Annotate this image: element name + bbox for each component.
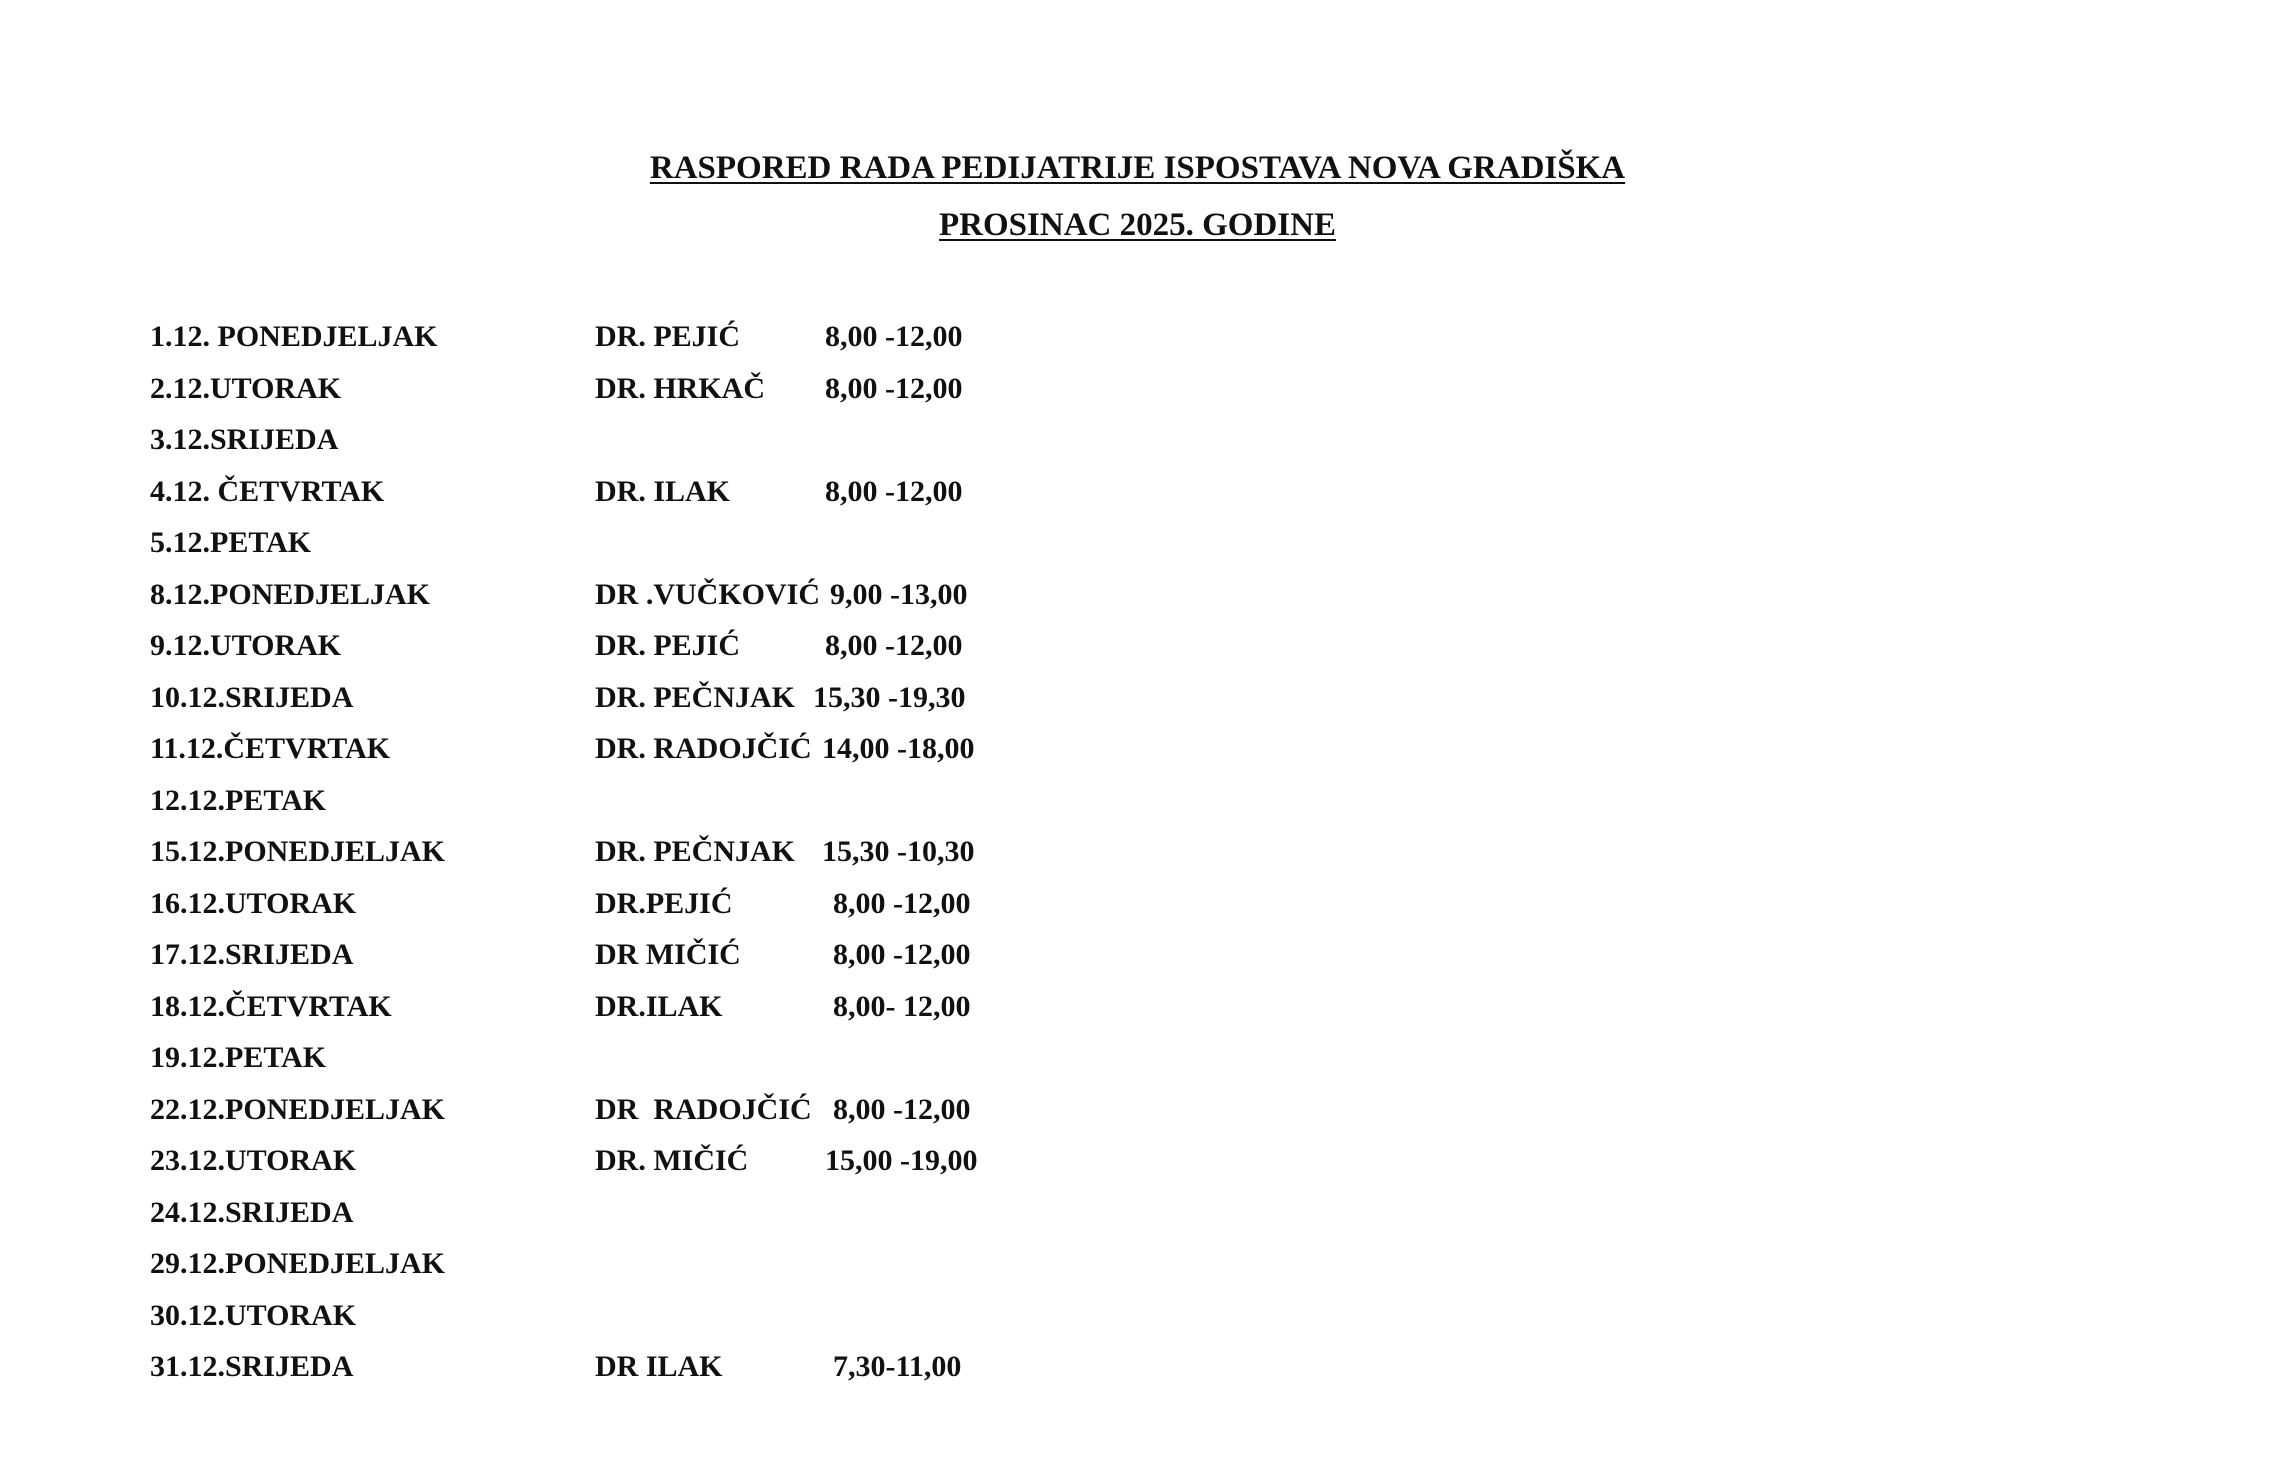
- schedule-day: 9.12.UTORAK: [150, 629, 342, 662]
- schedule-doctor: DR .VUČKOVIĆ: [595, 577, 820, 611]
- schedule-day: 10.12.SRIJEDA: [150, 680, 354, 714]
- schedule-day: 1.12. PONEDJELJAK: [150, 320, 438, 353]
- schedule-row: [0, 524, 2275, 576]
- schedule-time: 8,00 -12,00: [825, 320, 963, 353]
- schedule-row: [0, 1039, 2275, 1091]
- schedule-doctor: DR.PEJIĆ: [595, 886, 733, 920]
- schedule-row: [0, 473, 2275, 525]
- schedule-row: [0, 1297, 2275, 1349]
- schedule-day: 24.12.SRIJEDA: [150, 1195, 354, 1229]
- schedule-day: 18.12.ČETVRTAK: [150, 989, 392, 1023]
- schedule-time: 8,00 -12,00: [833, 1092, 971, 1126]
- schedule-time: 8,00 -12,00: [825, 629, 963, 662]
- schedule-doctor: DR. HRKAČ: [595, 371, 765, 405]
- schedule-doctor: DR MIČIĆ: [595, 938, 741, 971]
- schedule-row: [0, 627, 2275, 679]
- schedule-time: 14,00 -18,00: [822, 732, 975, 765]
- schedule-day: 17.12.SRIJEDA: [150, 938, 354, 971]
- schedule-row: [0, 833, 2275, 885]
- schedule-time: 15,00 -19,00: [825, 1144, 978, 1177]
- document-title: RASPORED RADA PEDIJATRIJE ISPOSTAVA NOVA GRADIŠKA: [649, 150, 1626, 186]
- schedule-day: 12.12.PETAK: [150, 783, 327, 817]
- schedule-doctor: DR. PEJIĆ: [595, 320, 741, 353]
- schedule-day: 22.12.PONEDJELJAK: [150, 1092, 446, 1126]
- schedule-row: [0, 730, 2275, 782]
- schedule-row: [0, 576, 2275, 628]
- schedule-row: [0, 318, 2275, 370]
- schedule-row: [0, 1142, 2275, 1194]
- schedule-row: [0, 1348, 2275, 1400]
- schedule-time: 8,00- 12,00: [833, 989, 971, 1023]
- schedule-time: 9,00 -13,00: [830, 577, 968, 611]
- schedule-row: [0, 679, 2275, 731]
- schedule-day: 29.12.PONEDJELJAK: [150, 1247, 446, 1280]
- schedule-day: 5.12.PETAK: [150, 526, 312, 559]
- schedule-time: 7,30-11,00: [833, 1350, 962, 1383]
- schedule-row: [0, 1091, 2275, 1143]
- schedule-row: [0, 936, 2275, 988]
- schedule-doctor: DR.ILAK: [595, 989, 723, 1023]
- schedule-row: [0, 782, 2275, 834]
- schedule-doctor: DR ILAK: [595, 1350, 723, 1383]
- schedule-day: 30.12.UTORAK: [150, 1298, 357, 1332]
- schedule-day: 2.12.UTORAK: [150, 371, 342, 405]
- schedule-doctor: DR. PEČNJAK: [595, 835, 795, 868]
- schedule-row: [0, 1194, 2275, 1246]
- schedule-time: 8,00 -12,00: [833, 938, 971, 971]
- schedule-row: [0, 1245, 2275, 1297]
- schedule-doctor: DR. MIČIĆ: [595, 1144, 749, 1177]
- schedule-day: 11.12.ČETVRTAK: [150, 732, 391, 765]
- schedule-time: 15,30 -10,30: [822, 835, 975, 868]
- schedule-day: 4.12. ČETVRTAK: [150, 474, 385, 508]
- schedule-day: 8.12.PONEDJELJAK: [150, 577, 431, 611]
- schedule-list: [0, 318, 2275, 1400]
- schedule-row: [0, 885, 2275, 937]
- document-subtitle: PROSINAC 2025. GODINE: [939, 207, 1336, 243]
- schedule-day: 16.12.UTORAK: [150, 886, 357, 920]
- schedule-row: [0, 988, 2275, 1040]
- schedule-time: 8,00 -12,00: [825, 474, 963, 508]
- schedule-doctor: DR. PEČNJAK: [595, 680, 795, 714]
- schedule-doctor: DR. ILAK: [595, 474, 731, 508]
- schedule-day: 19.12.PETAK: [150, 1041, 327, 1074]
- schedule-day: 15.12.PONEDJELJAK: [150, 835, 446, 868]
- schedule-doctor: DR. PEJIĆ: [595, 629, 741, 662]
- schedule-row: [0, 421, 2275, 473]
- schedule-time: 8,00 -12,00: [833, 886, 971, 920]
- schedule-day: 31.12.SRIJEDA: [150, 1350, 354, 1383]
- schedule-doctor: DR. RADOJČIĆ: [595, 732, 812, 765]
- schedule-time: 15,30 -19,30: [813, 680, 966, 714]
- schedule-doctor: DR RADOJČIĆ: [595, 1092, 812, 1126]
- schedule-day: 23.12.UTORAK: [150, 1144, 357, 1177]
- schedule-time: 8,00 -12,00: [825, 371, 963, 405]
- schedule-day: 3.12.SRIJEDA: [150, 423, 339, 456]
- schedule-row: [0, 370, 2275, 422]
